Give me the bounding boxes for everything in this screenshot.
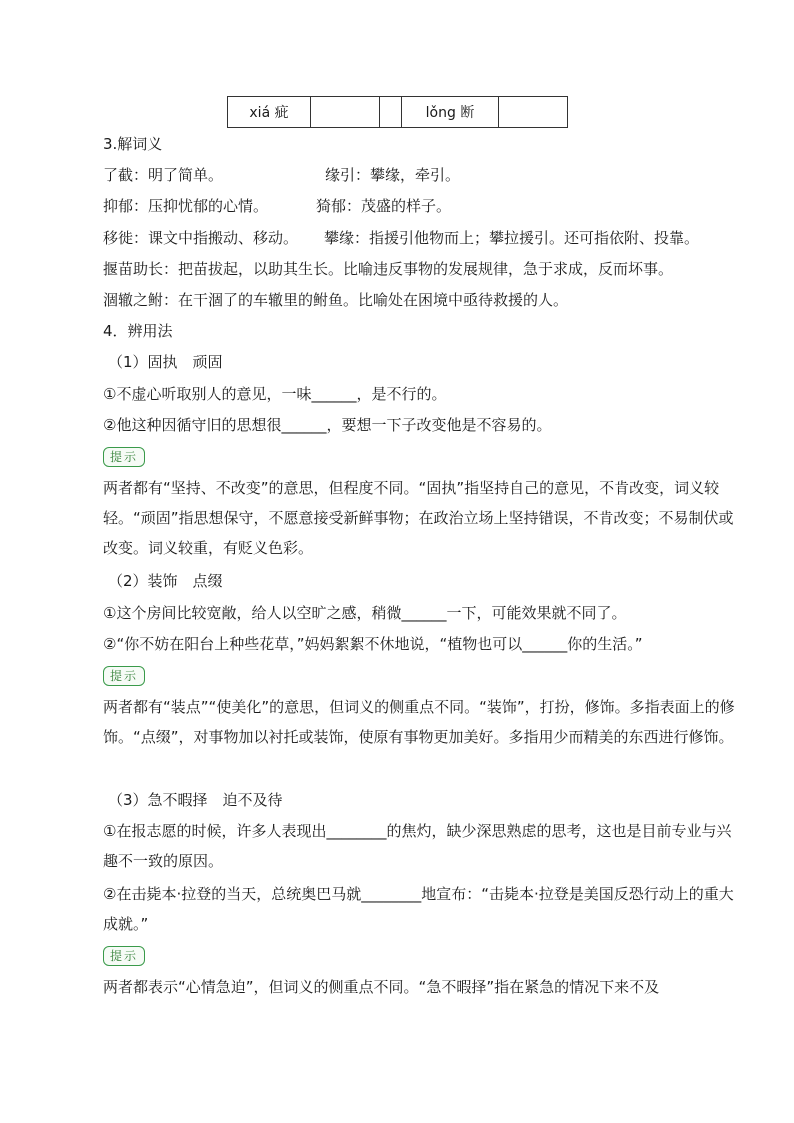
hint-badge: 提示 [103,946,145,966]
exercise-sentence: ②在击毙本·拉登的当天，总统奥巴马就________地宣布：“击毙本·拉登是美国反恐行动上的重大成就。” [103,885,734,933]
hint-text: 两者都有“装点”“使美化”的意思，但词义的侧重点不同。“装饰”，打扮，修饰。多指表面上的修饰。“点缀”，对事物加以衬托或装饰，使原有事物更加美好。多指用少而精美的东西进行修饰。 [103,698,735,746]
pinyin-table [227,96,568,128]
group-heading: （3）急不暇择 迫不及待 [108,791,283,809]
hint-text: 两者都表示“心情急迫”，但词义的侧重点不同。“急不暇择”指在紧急的情况下来不及 [103,978,660,996]
exercise-sentence: ②他这种因循守旧的思想很______，要想一下子改变他是不容易的。 [103,416,552,434]
definition: 攀缘：指援引他物而上；攀拉援引。还可指依附、投靠。 [324,229,700,247]
pinyin-cell [380,97,402,128]
definition: 猗郁：茂盛的样子。 [316,197,452,215]
pinyin-cell [311,97,380,128]
section-title: 3.解词义 [103,135,163,153]
definition: 涸辙之鲋：在干涸了的车辙里的鲋鱼。比喻处在困境中亟待救援的人。 [103,291,569,309]
definition: 抑郁：压抑忧郁的心情。 [103,197,269,215]
pinyin-cell: lǒng 断 [402,97,499,128]
exercise-sentence: ①在报志愿的时候，许多人表现出________的焦灼，缺少深思熟虑的思考，这也是目前专业与兴趣不一致的原因。 [103,822,732,870]
definition: 缘引：攀缘，牵引。 [325,166,461,184]
exercise-sentence: ①这个房间比较宽敞，给人以空旷之感，稍微______一下，可能效果就不同了。 [103,604,627,622]
hint-badge: 提示 [103,447,145,467]
exercise-sentence: ②“你不妨在阳台上种些花草，”妈妈絮絮不休地说，“植物也可以______你的生活。” [103,635,643,653]
definition: 移徙：课文中指搬动、移动。 [103,229,299,247]
pinyin-cell [499,97,568,128]
group-heading: （2）装饰 点缀 [108,572,223,590]
exercise-sentence: ①不虚心听取别人的意见，一味______，是不行的。 [103,385,447,403]
pinyin-cell: xiá 疵 [228,97,311,128]
section-title: 4．辨用法 [103,322,173,340]
hint-text: 两者都有“坚持、不改变”的意思，但程度不同。“固执”指坚持自己的意见，不肯改变，词义较轻。“顽固”指思想保守，不愿意接受新鲜事物；在政治立场上坚持错误，不肯改变；不易制伏或改变。词义较重，有贬义色彩。 [103,479,734,557]
group-heading: （1）固执 顽固 [108,353,223,371]
definition: 揠苗助长：把苗拔起，以助其生长。比喻违反事物的发展规律，急于求成，反而坏事。 [103,260,674,278]
definition: 了截：明了简单。 [103,166,224,184]
hint-badge: 提示 [103,666,145,686]
